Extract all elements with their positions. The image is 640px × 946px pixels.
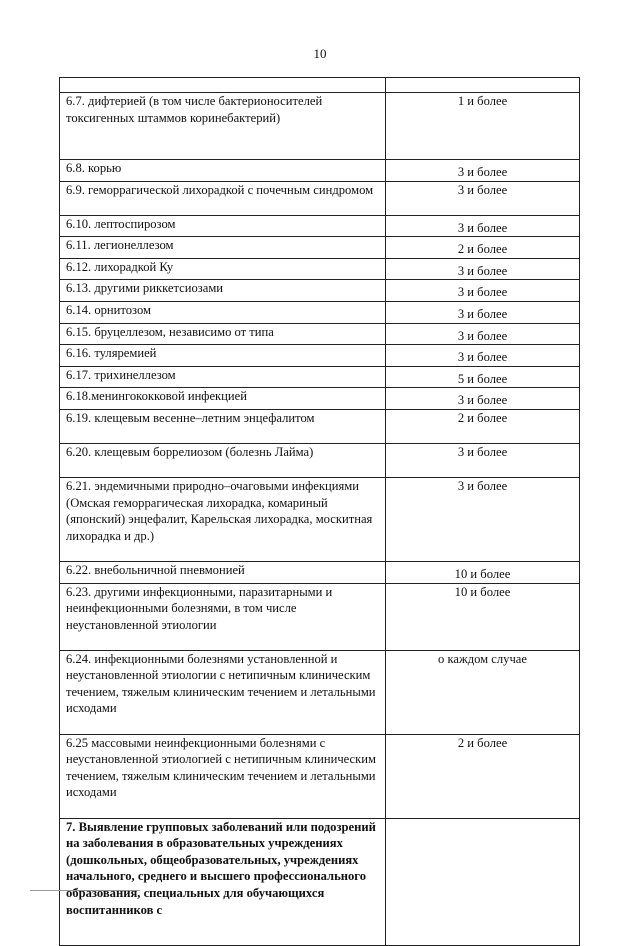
table-row	[60, 215, 580, 237]
threshold-cell: 3 и более	[386, 345, 580, 367]
threshold-cell: 10 и более	[386, 583, 580, 650]
disease-cell: 6.21. эндемичными природно–очаговыми инфекциями (Омская геморрагическая лихорадка, комариный (японский) энцефалит, Карельская лихорадка, москитная лихорадка и др.)	[60, 477, 386, 561]
disease-cell: 6.19. клещевым весенне–летним энцефалитом	[60, 409, 386, 443]
table-row	[60, 366, 580, 388]
table-row	[60, 160, 580, 182]
threshold-cell: 3 и более	[386, 160, 580, 182]
threshold-cell: 3 и более	[386, 477, 580, 561]
threshold-cell: 3 и более	[386, 280, 580, 302]
disease-cell: 6.24. инфекционными болезнями установленной и неустановленной этиологии с нетипичным клиническим течением, тяжелым клиническим течением и летальными исходами	[60, 650, 386, 734]
table-row	[60, 258, 580, 280]
footer-rule	[30, 890, 140, 891]
threshold-cell: 3 и более	[386, 323, 580, 345]
disease-cell: 6.22. внебольничной пневмонией	[60, 561, 386, 583]
disease-cell: 6.12. лихорадкой Ку	[60, 258, 386, 280]
table-header-row	[60, 78, 580, 93]
infection-threshold-table	[59, 77, 580, 946]
table-row	[60, 583, 580, 650]
threshold-cell: 2 и более	[386, 237, 580, 259]
header-cell-left	[60, 78, 386, 93]
threshold-cell	[386, 818, 580, 945]
disease-cell: 6.14. орнитозом	[60, 301, 386, 323]
threshold-cell: 5 и более	[386, 366, 580, 388]
table-row	[60, 734, 580, 818]
table-row	[60, 650, 580, 734]
table-row	[60, 181, 580, 215]
table-row	[60, 561, 580, 583]
disease-cell: 6.9. геморрагической лихорадкой с почечным синдромом	[60, 181, 386, 215]
disease-cell: 6.13. другими риккетсиозами	[60, 280, 386, 302]
disease-cell: 6.20. клещевым боррелиозом (болезнь Лайма)	[60, 443, 386, 477]
disease-cell: 6.25 массовыми неинфекционными болезнями с неустановленной этиологией с нетипичным клиническим течением, тяжелым клиническим течением и летальными исходами	[60, 734, 386, 818]
table-row	[60, 443, 580, 477]
table-row	[60, 323, 580, 345]
table-row	[60, 93, 580, 160]
disease-cell: 6.8. корью	[60, 160, 386, 182]
disease-cell: 6.17. трихинеллезом	[60, 366, 386, 388]
threshold-cell: 3 и более	[386, 215, 580, 237]
table-row	[60, 301, 580, 323]
header-cell-right	[386, 78, 580, 93]
table-row	[60, 237, 580, 259]
threshold-cell: 3 и более	[386, 388, 580, 410]
disease-cell: 6.11. легионеллезом	[60, 237, 386, 259]
disease-cell: 6.23. другими инфекционными, паразитарными и неинфекционными болезнями, в том числе неустановленной этиологии	[60, 583, 386, 650]
table-row	[60, 280, 580, 302]
threshold-cell: 3 и более	[386, 258, 580, 280]
table-row	[60, 818, 580, 945]
threshold-cell: 10 и более	[386, 561, 580, 583]
disease-cell: 6.10. лептоспирозом	[60, 215, 386, 237]
threshold-cell: 3 и более	[386, 301, 580, 323]
disease-cell: 6.16. туляремией	[60, 345, 386, 367]
threshold-cell: о каждом случае	[386, 650, 580, 734]
table-row	[60, 477, 580, 561]
threshold-cell: 1 и более	[386, 93, 580, 160]
disease-cell: 6.15. бруцеллезом, независимо от типа	[60, 323, 386, 345]
page-number: 10	[313, 46, 327, 61]
threshold-cell: 2 и более	[386, 409, 580, 443]
threshold-cell: 3 и более	[386, 181, 580, 215]
table-row	[60, 345, 580, 367]
disease-cell: 6.7. дифтерией (в том числе бактерионосителей токсигенных штаммов коринебактерий)	[60, 93, 386, 160]
table-row	[60, 409, 580, 443]
threshold-cell: 3 и более	[386, 443, 580, 477]
table-row	[60, 388, 580, 410]
threshold-cell: 2 и более	[386, 734, 580, 818]
disease-cell: 7. Выявление групповых заболеваний или подозрений на заболевания в образовательных учреждениях (дошкольных, общеобразовательных, учреждениях начального, среднего и высшего профессионального образования, специальных для обучающихся воспитанников с	[60, 818, 386, 945]
disease-cell: 6.18.менингококковой инфекцией	[60, 388, 386, 410]
